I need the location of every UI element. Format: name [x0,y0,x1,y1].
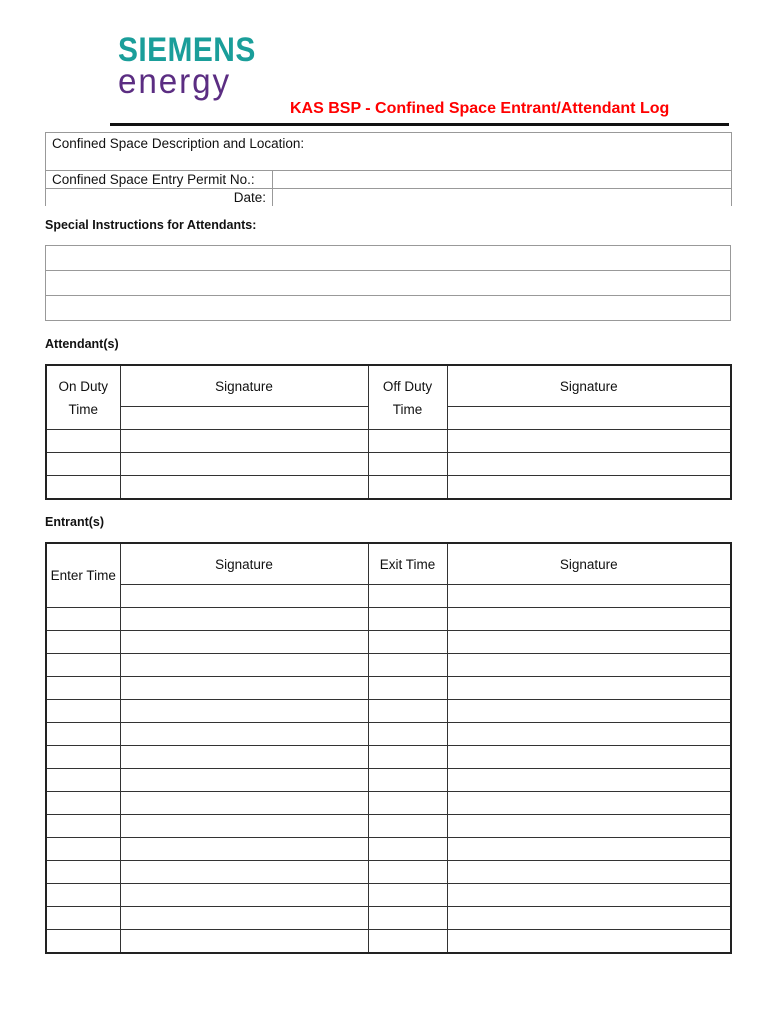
signature-cell[interactable] [120,838,368,861]
signature-cell[interactable] [120,677,368,700]
signature-cell[interactable] [447,654,731,677]
signature-cell[interactable] [447,815,731,838]
siemens-energy-logo [118,31,275,101]
signature-cell[interactable] [447,476,731,500]
signature-cell[interactable] [447,677,731,700]
attendants-heading: Attendant(s) [45,337,119,351]
signature-cell[interactable] [447,792,731,815]
log-row [46,746,731,769]
log-row [46,723,731,746]
permit-number-label: Confined Space Entry Permit No.: [46,171,273,189]
time-cell[interactable] [46,453,120,476]
date-label: Date: [46,189,273,207]
log-row [46,769,731,792]
time-cell[interactable] [46,792,120,815]
time-cell[interactable] [46,769,120,792]
instruction-line[interactable] [46,246,731,271]
signature-cell[interactable] [120,907,368,930]
time-cell[interactable] [46,430,120,453]
log-row [46,861,731,884]
signature-cell[interactable] [120,815,368,838]
signature-cell[interactable] [120,930,368,954]
signature-cell[interactable] [120,631,368,654]
signature-cell[interactable] [120,654,368,677]
time-cell[interactable] [368,746,447,769]
log-row [46,430,731,453]
log-row [46,700,731,723]
title-underline [110,123,729,126]
time-cell[interactable] [368,930,447,954]
time-cell[interactable] [46,654,120,677]
time-cell[interactable] [368,700,447,723]
description-location-label: Confined Space Description and Location: [52,136,305,151]
time-cell[interactable] [368,838,447,861]
signature-cell[interactable] [120,476,368,500]
time-cell[interactable] [46,677,120,700]
signature-cell[interactable] [447,930,731,954]
document-title: KAS BSP - Confined Space Entrant/Attendant Log [290,100,670,117]
log-row [46,476,731,500]
entrant-signature-header: Signature [447,543,731,585]
signature-cell[interactable] [120,746,368,769]
entrants-heading: Entrant(s) [45,515,105,529]
signature-cell[interactable] [120,430,368,453]
signature-cell[interactable] [447,838,731,861]
time-cell[interactable] [368,654,447,677]
time-cell[interactable] [46,723,120,746]
time-cell[interactable] [368,723,447,746]
time-cell[interactable] [46,884,120,907]
signature-cell[interactable] [120,700,368,723]
instruction-line[interactable] [46,296,731,321]
signature-cell[interactable] [447,861,731,884]
time-cell[interactable] [368,453,447,476]
date-field[interactable] [273,189,732,207]
time-cell[interactable] [46,700,120,723]
attendant-signature-header: Signature [120,365,368,407]
attendant-log-table [45,364,732,500]
time-cell[interactable] [46,838,120,861]
signature-cell[interactable] [447,769,731,792]
signature-cell[interactable] [120,585,368,608]
entrant-rows [46,608,731,954]
signature-cell[interactable] [447,700,731,723]
time-cell[interactable] [46,608,120,631]
time-cell[interactable] [46,930,120,954]
signature-cell[interactable] [447,746,731,769]
entrant-signature-header: Signature [120,543,368,585]
signature-cell[interactable] [447,608,731,631]
log-row [46,815,731,838]
signature-cell[interactable] [120,769,368,792]
log-row [46,453,731,476]
time-cell[interactable] [46,746,120,769]
attendant-signature-header: Signature [447,365,731,407]
time-cell[interactable] [368,631,447,654]
signature-cell[interactable] [447,631,731,654]
attendant-rows [46,430,731,500]
time-cell[interactable] [368,769,447,792]
log-row [46,838,731,861]
exit-time-cell[interactable] [368,585,447,608]
signature-cell[interactable] [120,723,368,746]
signature-cell[interactable] [120,861,368,884]
time-cell[interactable] [368,884,447,907]
signature-cell[interactable] [447,585,731,608]
signature-cell[interactable] [447,407,731,430]
logo-energy-text: energy [118,62,232,101]
log-row [46,631,731,654]
signature-cell[interactable] [447,723,731,746]
signature-cell[interactable] [120,453,368,476]
entrant-log-table [45,542,732,954]
time-cell[interactable] [368,815,447,838]
log-row [46,884,731,907]
time-cell[interactable] [368,861,447,884]
time-cell[interactable] [46,815,120,838]
instruction-line[interactable] [46,271,731,296]
signature-cell[interactable] [447,430,731,453]
permit-info-table [45,132,732,206]
on-duty-time-header: On Duty Time [46,365,120,430]
signature-cell[interactable] [447,453,731,476]
special-instructions-heading: Special Instructions for Attendants: [45,218,257,232]
signature-cell[interactable] [120,407,368,430]
log-row [46,608,731,631]
log-row [46,907,731,930]
log-row [46,654,731,677]
signature-cell[interactable] [447,884,731,907]
signature-cell[interactable] [120,884,368,907]
log-row [46,677,731,700]
time-cell[interactable] [46,631,120,654]
logo-siemens-text: SIEMENS [118,31,256,69]
log-row [46,792,731,815]
special-instructions-table [45,245,731,321]
signature-cell[interactable] [120,608,368,631]
time-cell[interactable] [368,430,447,453]
time-cell[interactable] [368,792,447,815]
permit-number-field[interactable] [273,171,732,189]
time-cell[interactable] [46,861,120,884]
off-duty-time-header: Off Duty Time [368,365,447,430]
time-cell[interactable] [368,907,447,930]
exit-time-header: Exit Time [368,543,447,585]
signature-cell[interactable] [447,907,731,930]
time-cell[interactable] [368,476,447,500]
time-cell[interactable] [46,476,120,500]
time-cell[interactable] [368,608,447,631]
enter-time-header: Enter Time [46,543,120,608]
log-row [46,930,731,954]
signature-cell[interactable] [120,792,368,815]
time-cell[interactable] [46,907,120,930]
time-cell[interactable] [368,677,447,700]
description-location-field[interactable] [46,133,732,171]
